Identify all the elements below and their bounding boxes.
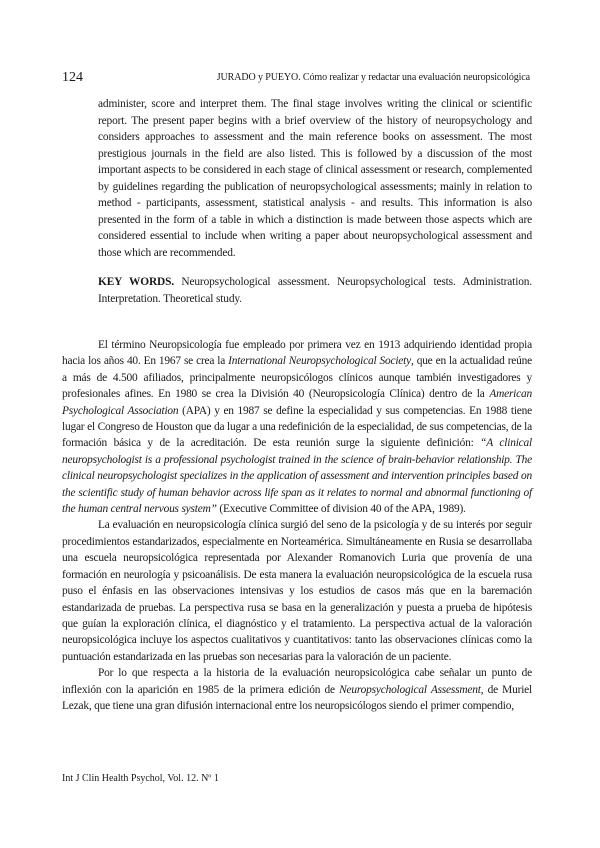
p1-text-2: , que en la actualidad reúne a más de 4.500 afiliados, principalmente neuropsicólogos clínicos aunque también investigadores y profesionales afines. En 1980 se crea la División 40 (Neuropsicología Clínica) dentro de la	[62, 355, 532, 401]
body-text	[62, 337, 532, 714]
keywords	[98, 274, 532, 307]
paragraph-1	[62, 337, 532, 517]
journal-footer: Int J Clin Health Psychol, Vol. 12. Nº 1	[62, 773, 219, 784]
p1-italic-society: International Neuropsychological Society	[228, 355, 411, 368]
p1-italic-apa: American Psychological Association	[62, 388, 532, 417]
p1-text-3: (APA) y en 1987 se define la especialidad y sus competencias. En 1988 tiene lugar el Congreso de Houston que da lugar a una redefinición de la especialidad, de sus competencias, de la formación básica y de la acreditación. De esta reunión surge la siguiente definición:	[62, 404, 533, 450]
p3-italic-book: Neuropsychological Assessment	[339, 683, 481, 696]
page-number: 124	[62, 70, 83, 85]
keywords-text: Neuropsychological assessment. Neuropsychological tests. Administration. Interpretation. Theoretical study.	[98, 276, 532, 305]
paragraph-2: La evaluación en neuropsicología clínica surgió del seno de la psicología y de su interés por seguir procedimientos estandarizados, especialmente en Norteamérica. Simultáneamente en Rusia se desarrollaba una escuela neuropsicológica representada por Alexander Romanovich Luria que provenía de una formación en neurología y psicoanálisis. De esta manera la evaluación neuropsicológica de la escuela rusa puso el énfasis en las observaciones intensivas y los estudios de casos más que en la baremación estandarizada de pruebas. La perspectiva rusa se basa en la generalización y puesta a prueba de hipótesis que guían la exploración clínica, el diagnóstico y el tratamiento. La perspectiva actual de la valoración neuropsicológica incluye los aspectos cualitativos y cuantitativos: tanto las observaciones clínicas como la puntuación estandarizada en las pruebas son necesarias para la valoración de un paciente.	[62, 519, 532, 663]
abstract-continuation: administer, score and interpret them. The final stage involves writing the clinical or scientific report. The present paper begins with a brief overview of the history of neuropsychology and considers approaches to assessment and the main reference books on assessment. The most prestigious journals in the field are also listed. This is followed by a discussion of the most important aspects to be considered in each stage of clinical assessment or research, complemented by guidelines regarding the publication of neuropsychological assessments; mainly in relation to method - participants, assessment, statistical analysis - and results. This information is also presented in the form of a table in which a distinction is made between those aspects which are considered essential to include when writing a paper about neuropsychological assessment and those which are recommended.	[98, 98, 532, 259]
keywords-label: KEY WORDS.	[98, 276, 174, 288]
running-head: JURADO y PUEYO. Cómo realizar y redactar una evaluación neuropsicológica	[216, 72, 530, 83]
p1-text-1: El término Neuropsicología fue empleado por primera vez en 1913 adquiriendo identidad propia hacia los años 40. En 1967 se crea la	[62, 339, 532, 368]
p1-definition-quote: “A clinical neuropsychologist is a professional psychologist trained in the science of brain-behavior relationship. The clinical neuropsychologist specializes in the application of assessment and intervention principles based on the scientific study of human behavior across life span as it relates to normal and abnormal functioning of the human central nervous system”	[62, 437, 532, 516]
p1-text-4: (Executive Committee of division 40 of the APA, 1989).	[216, 503, 466, 516]
p3-text-2: , de Muriel Lezak, que tiene una gran difusión internacional entre los neuropsicólogos siendo el primer compendio,	[62, 683, 532, 712]
paragraph-3	[62, 665, 532, 714]
p3-text-1: Por lo que respecta a la historia de la evaluación neuropsicológica cabe señalar un punto de inflexión con la aparición en 1985 de la primera edición de	[62, 667, 532, 696]
